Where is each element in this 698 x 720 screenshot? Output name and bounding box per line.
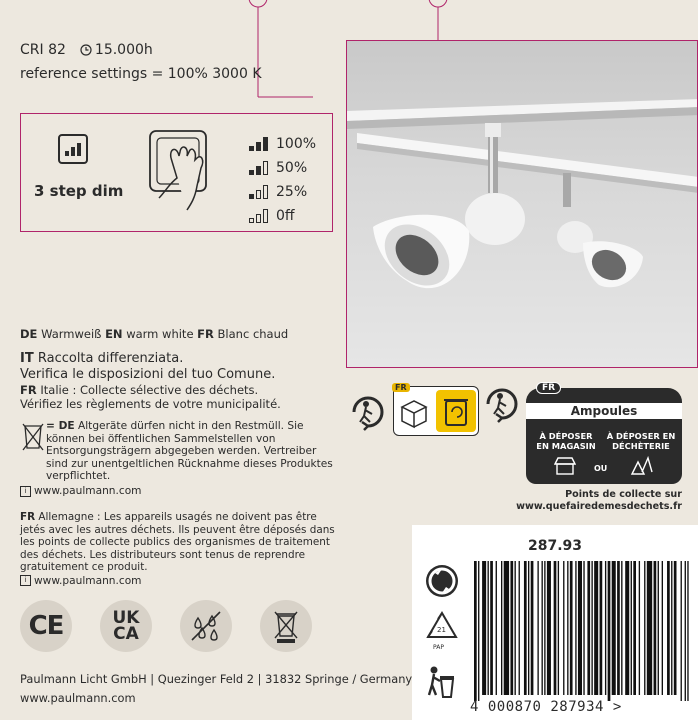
barcode-bar xyxy=(667,561,670,695)
barcode-bar xyxy=(542,561,543,695)
ukca-mark: UK CA xyxy=(100,600,152,652)
product-photo xyxy=(346,40,698,368)
barcode-bar xyxy=(671,561,672,695)
cri-value: CRI 82 xyxy=(20,42,66,58)
fr-weee-text: Allemagne : Les appareils usagés ne doivent pas être jetés avec les autres déchets. Ils peuvent être déposés dans les points de collecte publics des organismes de traitement des déchets. Les distributeurs sont tenus de reprendre gratuitement ce produit. xyxy=(20,511,335,574)
option-decheterie: À DÉPOSER EN DÉCHÈTERIE xyxy=(606,431,676,451)
fr-weee-block: FR Allemagne : Les appareils usagés ne doivent pas être jetés avec les autres déchets. Ils peuvent être déposés dans les points de collecte publics des organismes de traitement des déchets. Les distributeurs sont tenus de reprendre gratuitement ce produit. i www.paulmann.com xyxy=(20,511,345,587)
triman-person-icon-2 xyxy=(482,384,522,424)
fr-badge: FR xyxy=(536,382,561,394)
barcode-bar xyxy=(537,561,538,695)
barcode-bar xyxy=(685,561,686,701)
yellow-bin-icon xyxy=(436,390,476,432)
barcode-bar xyxy=(504,561,509,695)
barcode-bar xyxy=(647,561,652,695)
pap-label: PAP xyxy=(433,644,444,651)
barcode-bar xyxy=(478,561,479,701)
barcode-bar xyxy=(600,561,603,695)
reference-settings: reference settings = 100% 3000 K xyxy=(20,66,262,82)
fr-sorting-box xyxy=(393,383,479,436)
barcode-bar xyxy=(544,561,545,695)
ampoules-title: Ampoules xyxy=(526,403,682,419)
barcode-bar xyxy=(496,561,497,695)
barcode-bar xyxy=(621,561,622,695)
barcode-bar xyxy=(662,561,663,695)
cardboard-box-icon xyxy=(398,397,430,429)
pap-number: 21 xyxy=(437,626,446,634)
barcode-bar xyxy=(644,561,645,695)
barcode-bar xyxy=(488,561,489,695)
recycling-center-icon xyxy=(630,454,654,476)
barcode-bar xyxy=(510,561,513,695)
barcode-bar xyxy=(674,561,677,695)
barcode-bar xyxy=(578,561,582,695)
or-label: OU xyxy=(594,464,608,473)
tidyman-icon xyxy=(424,665,456,699)
barcode-bar xyxy=(633,561,636,695)
dim-level-50: 50% xyxy=(249,156,316,180)
barcode-bar xyxy=(563,561,564,695)
no-water-icon xyxy=(180,600,232,652)
ce-mark: CE xyxy=(20,600,72,652)
barcode-bar xyxy=(554,561,557,695)
de-weee-text: Altgeräte dürfen nicht in den Restmüll. Sie können bei öffentlichen Sammelstellen von Entsorgungsträgern abgegeben werden. Vertreiber sind zur unentgeltlichen Rücknahme dieses Produktes verpflichtet. xyxy=(46,420,333,483)
barcode-bar xyxy=(591,561,592,695)
weee-bin-icon xyxy=(260,600,312,652)
barcode-bar xyxy=(567,561,568,695)
barcode-bar xyxy=(524,561,527,695)
manufacturer-url: www.paulmann.com xyxy=(20,691,136,705)
dim-levels xyxy=(249,132,316,228)
barcode-bar xyxy=(612,561,616,695)
level-25-icon xyxy=(249,185,268,199)
shop-icon xyxy=(554,456,576,476)
barcode-bar xyxy=(501,561,502,695)
article-number: 287.93 xyxy=(527,538,583,554)
barcode-bar xyxy=(587,561,590,695)
barcode-panel xyxy=(412,525,698,720)
barcode-bar xyxy=(482,561,486,695)
barcode-bar xyxy=(490,561,493,695)
dim-box xyxy=(20,113,333,232)
dim-level-100: 100% xyxy=(249,132,316,156)
hand-switch-icon xyxy=(147,128,217,214)
barcode-bar xyxy=(654,561,657,695)
barcode-bar xyxy=(687,561,688,701)
manufacturer-address: Paulmann Licht GmbH | Quezinger Feld 2 | 31832 Springe / Germany xyxy=(20,672,413,686)
barcode-bar xyxy=(658,561,659,695)
lifetime-value: 15.000h xyxy=(94,42,153,58)
dimmer-icon xyxy=(58,134,88,164)
it-recycling-block: IT Raccolta differenziata. Verifica le disposizioni del tuo Comune. FR Italie : Collecte sélective des déchets. Vérifiez les règlements de votre municipalité. xyxy=(20,351,281,411)
fr-badge-small: FR xyxy=(392,383,410,392)
green-dot-icon xyxy=(424,563,460,599)
level-100-icon xyxy=(249,137,268,151)
dim-label: 3 step dim xyxy=(34,182,124,200)
barcode-bar xyxy=(570,561,573,695)
barcode-bar xyxy=(474,561,477,701)
barcode-bar xyxy=(528,561,529,695)
barcode-digits: 4 000870 287934 > xyxy=(470,699,622,715)
barcode-bar xyxy=(608,561,611,701)
barcode-bar xyxy=(639,561,640,695)
dim-level-25: 25% xyxy=(249,180,316,204)
info-icon: i xyxy=(20,575,31,586)
crossed-bin-icon xyxy=(20,420,46,454)
barcode-bar xyxy=(605,561,606,695)
barcode-bar xyxy=(547,561,551,695)
barcode-bar xyxy=(558,561,559,695)
barcode-bar xyxy=(515,561,516,695)
barcode-bar xyxy=(531,561,534,695)
level-off-icon xyxy=(249,209,268,223)
barcode-bar xyxy=(575,561,576,695)
lifetime xyxy=(80,42,153,58)
clock-icon xyxy=(80,44,92,56)
info-icon: i xyxy=(20,486,31,497)
fr-url: i www.paulmann.com xyxy=(20,575,345,587)
spec-line xyxy=(20,42,153,58)
barcode-bar xyxy=(681,561,682,701)
de-url: i www.paulmann.com xyxy=(20,485,340,498)
barcode-bar xyxy=(594,561,598,695)
level-50-icon xyxy=(249,161,268,175)
dim-level-off: 0ff xyxy=(249,204,316,228)
de-weee-block: = DE Altgeräte dürfen nicht in den Restmüll. Sie können bei öffentlichen Sammelstellen von Entsorgungsträgern abgegeben werden. Vertreiber sind zur unentgeltlichen Rücknahme dieses Produktes verpflichtet. i www.paulmann.com xyxy=(20,420,340,498)
collection-footer: Points de collecte sur www.quefairedemesdechets.fr xyxy=(516,489,682,512)
ampoules-panel xyxy=(526,383,682,484)
barcode-bar xyxy=(631,561,632,695)
barcode-bar xyxy=(625,561,629,695)
color-temperature-line: DE Warmweiß EN warm white FR Blanc chaud xyxy=(20,327,289,341)
option-magasin: À DÉPOSER EN MAGASIN xyxy=(536,431,596,451)
spotlight-image xyxy=(347,41,698,368)
barcode xyxy=(474,561,692,701)
barcode-bar xyxy=(583,561,584,695)
triman-person-icon xyxy=(348,392,388,432)
barcode-bar xyxy=(519,561,520,695)
barcode-bar xyxy=(617,561,620,695)
